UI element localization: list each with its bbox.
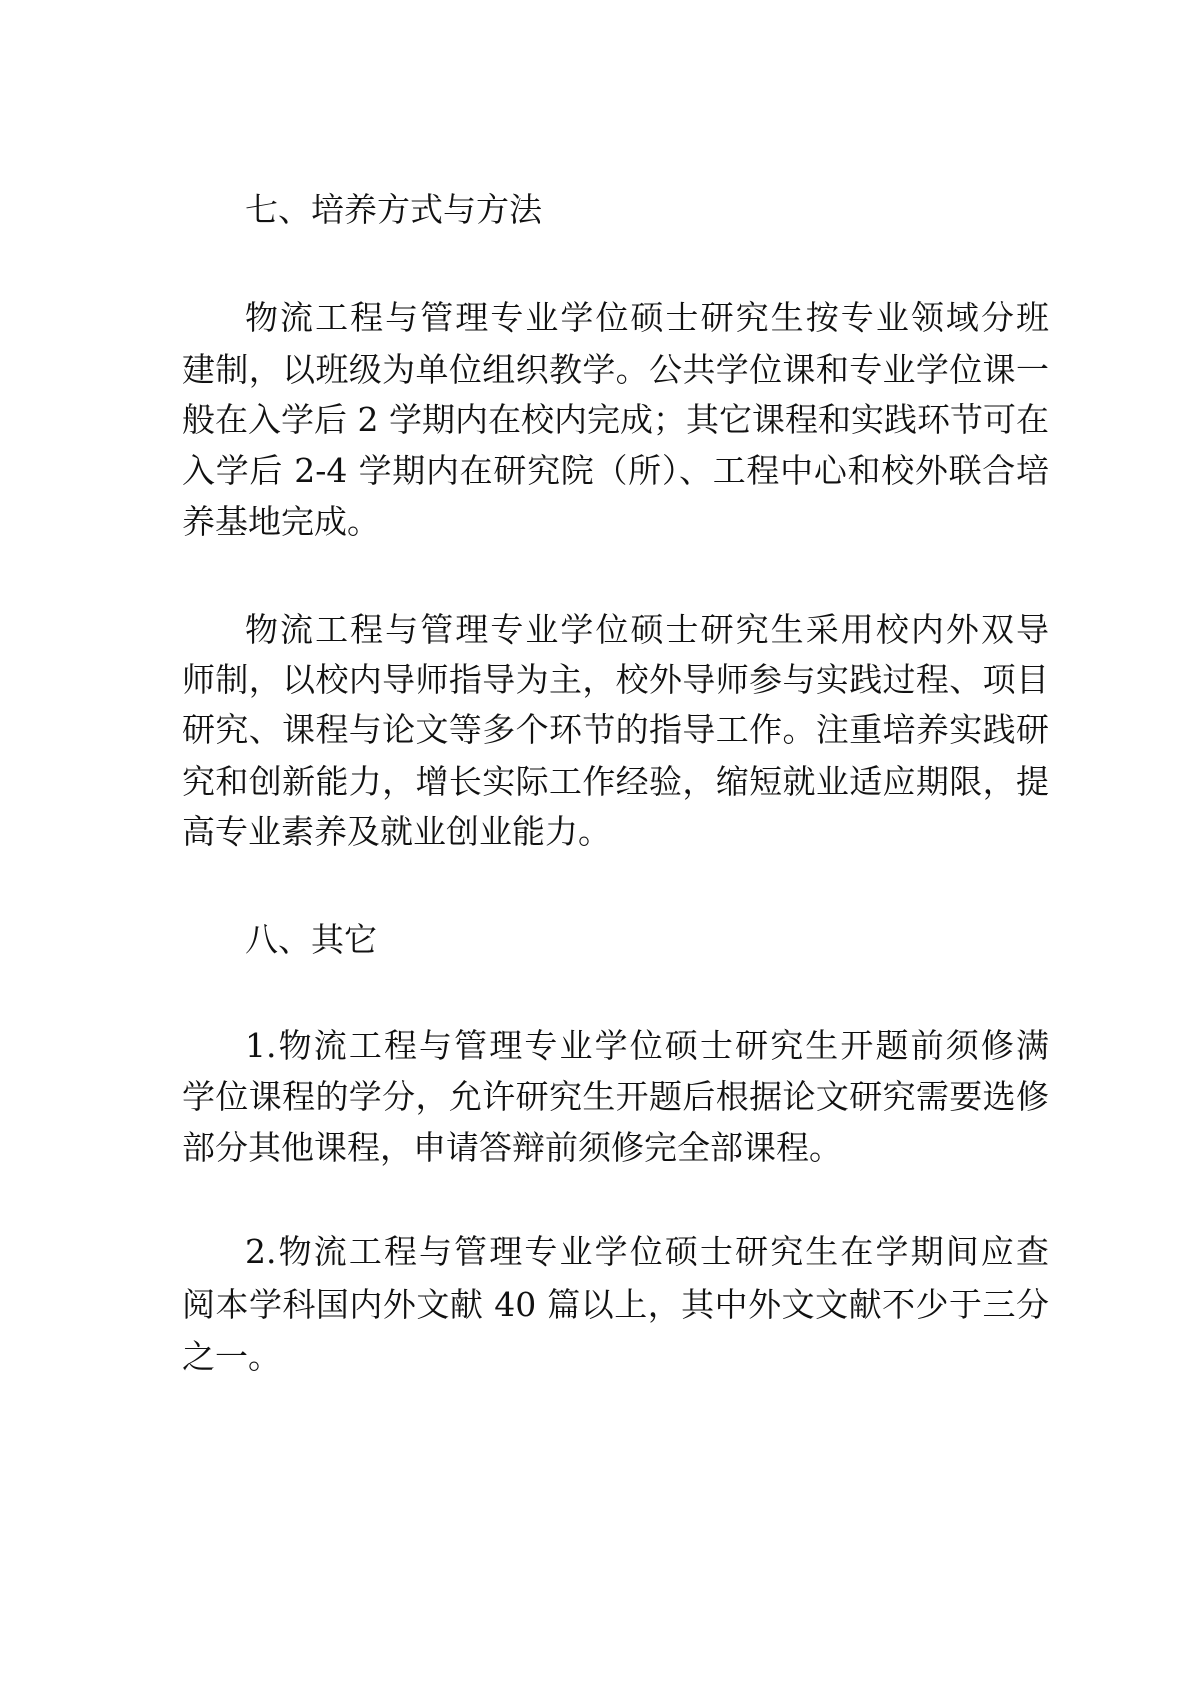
section-heading: 七、培养方式与方法 xyxy=(245,190,542,229)
paragraph-line: 1.物流工程与管理专业学位硕士研究生开题前须修满 xyxy=(245,1026,1049,1065)
paragraph-line: 之一。 xyxy=(182,1337,281,1376)
paragraph-line: 高专业素养及就业创业能力。 xyxy=(182,812,611,851)
paragraph-line: 2.物流工程与管理专业学位硕士研究生在学期间应查 xyxy=(245,1232,1049,1271)
paragraph-line: 学位课程的学分，允许研究生开题后根据论文研究需要选修 xyxy=(182,1077,1049,1116)
paragraph-line: 物流工程与管理专业学位硕士研究生按专业领域分班 xyxy=(245,298,1049,337)
section-heading: 八、其它 xyxy=(245,920,377,959)
paragraph-line: 研究、课程与论文等多个环节的指导工作。注重培养实践研 xyxy=(182,710,1049,749)
paragraph-line: 部分其他课程，申请答辩前须修完全部课程。 xyxy=(182,1128,842,1167)
paragraph-line: 般在入学后 2 学期内在校内完成；其它课程和实践环节可在 xyxy=(182,400,1049,439)
paragraph-line: 养基地完成。 xyxy=(182,502,380,541)
paragraph-line: 建制，以班级为单位组织教学。公共学位课和专业学位课一 xyxy=(182,350,1049,389)
paragraph-line: 物流工程与管理专业学位硕士研究生采用校内外双导 xyxy=(245,610,1049,649)
paragraph-line: 阅本学科国内外文献 40 篇以上，其中外文文献不少于三分 xyxy=(182,1285,1049,1324)
paragraph-line: 入学后 2-4 学期内在研究院（所）、工程中心和校外联合培 xyxy=(182,451,1049,490)
paragraph-line: 师制，以校内导师指导为主，校外导师参与实践过程、项目 xyxy=(182,660,1049,699)
paragraph-line: 究和创新能力，增长实际工作经验，缩短就业适应期限，提 xyxy=(182,762,1049,801)
